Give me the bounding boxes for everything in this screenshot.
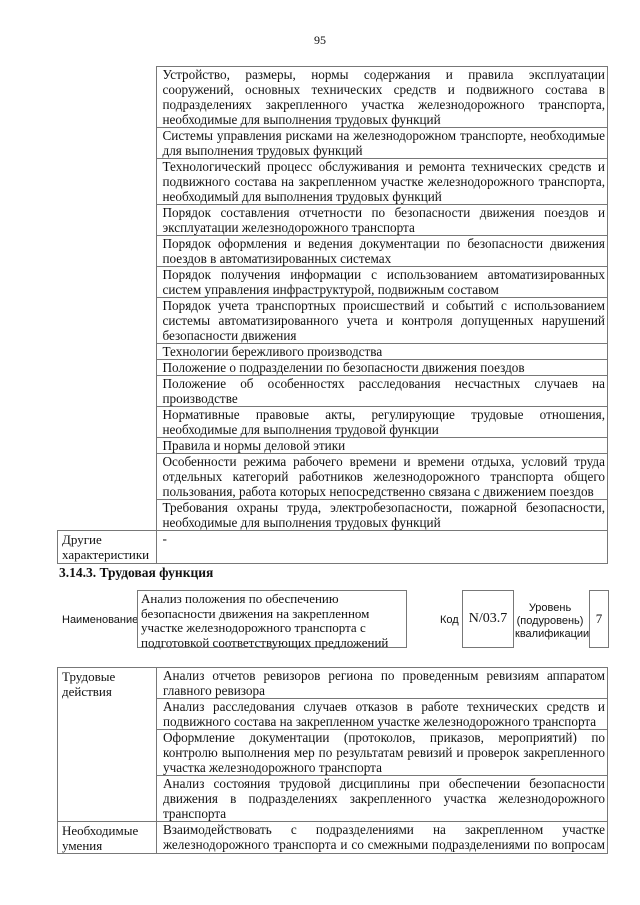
blank-cell (58, 454, 157, 500)
knowledge-row: Положение о подразделении по безопасности движения поездов (156, 360, 608, 376)
blank-cell (58, 298, 157, 344)
action-row: Оформление документации (протоколов, приказов, мероприятий) по контролю выполнения мер по результатам ревизий и проверок закрепленного участка железнодорожного транспорта (157, 730, 608, 776)
blank-cell (58, 360, 157, 376)
code-label: Код (440, 614, 459, 626)
function-code: N/03.7 (462, 590, 514, 648)
name-label: Наименование (62, 614, 139, 626)
function-name: Анализ положения по обеспечению безопасности движения на закрепленном участке железнодорожного транспорта с подготовкой соответствующих предложений (137, 590, 407, 648)
blank-cell (58, 205, 157, 236)
skills-label: Необходимые умения (58, 822, 157, 854)
blank-cell (58, 344, 157, 360)
function-header (57, 590, 612, 650)
knowledge-row: Порядок учета транспортных происшествий и событий с использованием системы автоматизированного учета и контроля допущенных нарушений безопасности движения (156, 298, 608, 344)
level-label: Уровень (подуровень) квалификации (515, 602, 590, 640)
action-row: Анализ состояния трудовой дисциплины при обеспечении безопасности движения в подразделениях закрепленного участка железнодорожного транспорта (157, 776, 608, 822)
knowledge-row: Положение об особенностях расследования несчастных случаев на производстве (156, 376, 608, 407)
action-row: Анализ отчетов ревизоров региона по проведенным ревизиям аппаратом главного ревизора (157, 668, 608, 699)
other-value: - (156, 531, 608, 564)
page-number: 95 (314, 33, 326, 47)
knowledge-row: Правила и нормы деловой этики (156, 438, 608, 454)
knowledge-label-cell (58, 67, 157, 128)
blank-cell (58, 267, 157, 298)
actions-label: Трудовые действия (58, 668, 157, 822)
knowledge-row: Порядок составления отчетности по безопасности движения поездов и эксплуатации железнодорожного транспорта (156, 205, 608, 236)
skill-row: Взаимодействовать с подразделениями на закрепленном участке железнодорожного транспорта и со смежными подразделениями по вопросам (157, 822, 608, 854)
knowledge-row: Технологический процесс обслуживания и ремонта технических средств и подвижного состава на закрепленном участке железнодорожного транспорта, необходимый для выполнения трудовых функций (156, 159, 608, 205)
blank-cell (58, 159, 157, 205)
knowledge-table (57, 66, 608, 564)
blank-cell (58, 407, 157, 438)
blank-cell (58, 500, 157, 531)
knowledge-row: Порядок получения информации с использованием автоматизированных систем управления инфраструктурой, подвижным составом (156, 267, 608, 298)
knowledge-row: Требования охраны труда, электробезопасности, пожарной безопасности, необходимые для выполнения трудовых функций (156, 500, 608, 531)
blank-cell (58, 236, 157, 267)
blank-cell (58, 128, 157, 159)
knowledge-row: Технологии бережливого производства (156, 344, 608, 360)
knowledge-row: Особенности режима рабочего времени и времени отдыха, условий труда отдельных категорий работников железнодорожного транспорта общего пользования, работа которых непосредственно связана с движением поездов (156, 454, 608, 500)
knowledge-row: Нормативные правовые акты, регулирующие трудовые отношения, необходимые для выполнения трудовой функции (156, 407, 608, 438)
knowledge-row: Порядок оформления и ведения документации по безопасности движения поездов в автоматизированных системах (156, 236, 608, 267)
knowledge-row: Системы управления рисками на железнодорожном транспорте, необходимые для выполнения трудовых функций (156, 128, 608, 159)
qualification-level: 7 (589, 590, 609, 648)
function-table (57, 667, 608, 854)
section-title: 3.14.3. Трудовая функция (59, 565, 214, 580)
knowledge-row: Устройство, размеры, нормы содержания и правила эксплуатации сооружений, основных технических средств и подвижного состава в подразделениях закрепленного участка железнодорожного транспорта, необходимые для выполнения трудовых функций (156, 67, 608, 128)
blank-cell (58, 376, 157, 407)
other-label: Другие характеристики (58, 531, 157, 564)
action-row: Анализ расследования случаев отказов в работе технических средств и подвижного состава на закрепленном участке железнодорожного транспорта (157, 699, 608, 730)
blank-cell (58, 438, 157, 454)
